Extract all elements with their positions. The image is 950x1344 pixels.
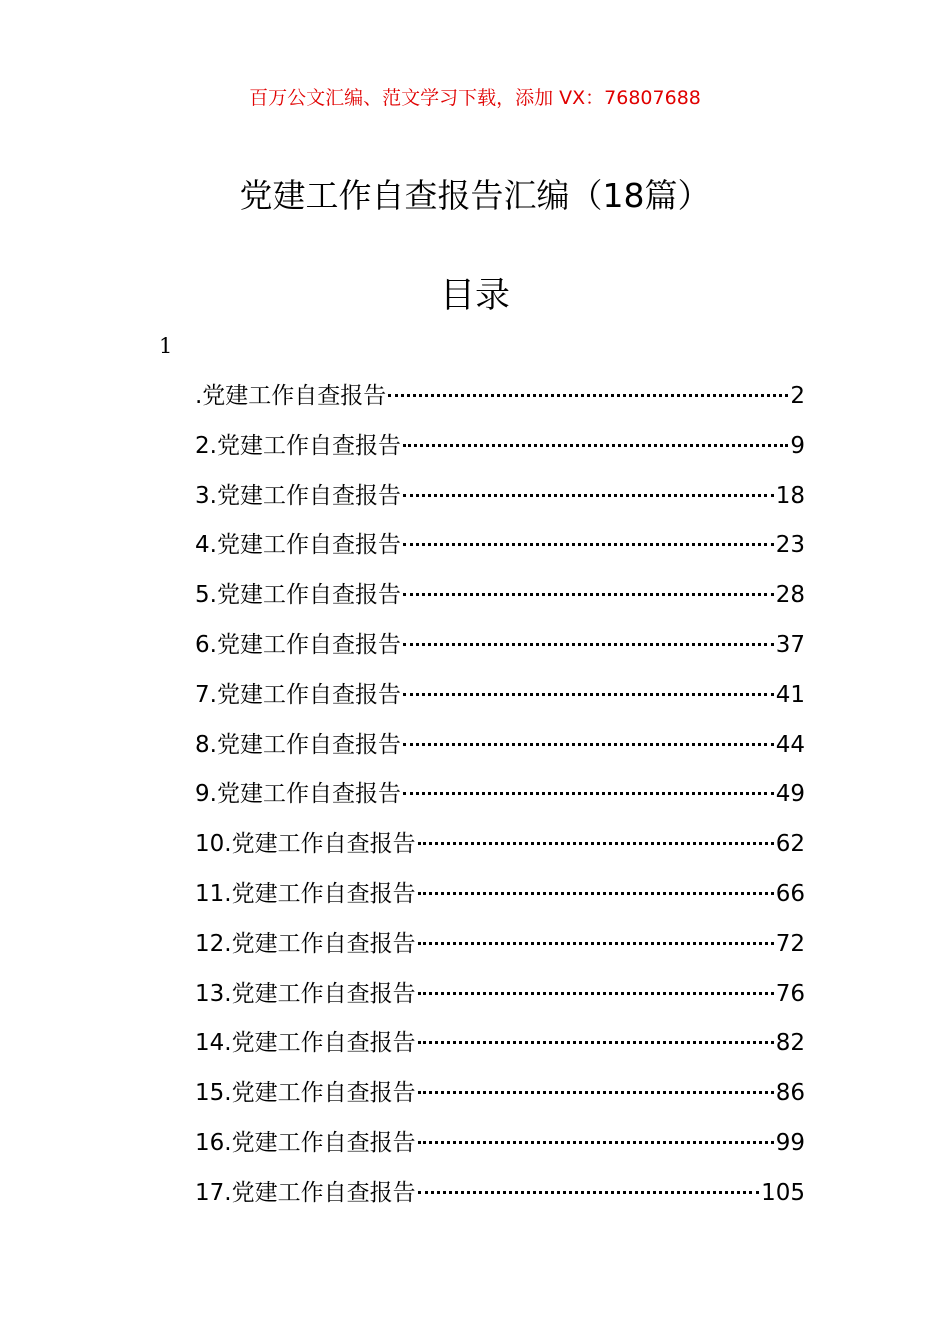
toc-leader	[418, 1091, 774, 1094]
toc-leader	[403, 444, 788, 447]
toc-entry-page: 9	[790, 432, 805, 459]
stray-number: 1	[159, 334, 173, 358]
toc-entry[interactable]	[195, 673, 805, 723]
toc-entry-label: 12.党建工作自查报告	[195, 930, 416, 957]
toc-entry[interactable]	[195, 872, 805, 922]
toc-entry-label: 6.党建工作自查报告	[195, 631, 401, 658]
toc-entry-page: 28	[775, 582, 805, 609]
toc-entry-label: .党建工作自查报告	[195, 383, 387, 409]
toc-entry-page: 18	[775, 482, 805, 509]
toc-entry[interactable]	[195, 972, 805, 1022]
toc-entry-page: 72	[775, 930, 805, 957]
toc-entry-label: 11.党建工作自查报告	[195, 880, 416, 907]
toc-entry-page: 23	[775, 532, 805, 559]
toc-entry[interactable]	[195, 374, 805, 424]
toc-entry[interactable]	[195, 822, 805, 872]
toc-entry[interactable]	[195, 474, 805, 524]
toc-entry-page: 49	[775, 781, 805, 808]
toc-leader	[403, 792, 774, 795]
toc-entry-page: 2	[790, 383, 805, 409]
toc-leader	[418, 842, 774, 845]
toc-entry-label: 15.党建工作自查报告	[195, 1080, 416, 1107]
toc-entry-label: 14.党建工作自查报告	[195, 1030, 416, 1057]
toc-entry[interactable]	[195, 1071, 805, 1121]
toc-leader	[418, 992, 774, 995]
toc-entry-label: 8.党建工作自查报告	[195, 731, 401, 758]
toc-entry[interactable]	[195, 523, 805, 573]
document-title: 党建工作自查报告汇编（18篇）	[239, 176, 711, 215]
header-note: 百万公文汇编、范文学习下载，添加 VX：76807688	[249, 87, 701, 109]
toc-entry[interactable]	[195, 723, 805, 773]
toc-entry[interactable]	[195, 424, 805, 474]
toc-entry[interactable]	[195, 1021, 805, 1071]
toc-entry-page: 76	[775, 980, 805, 1007]
toc-entry-label: 7.党建工作自查报告	[195, 681, 401, 708]
toc-entry-page: 44	[775, 731, 805, 758]
toc-entry-page: 105	[761, 1179, 805, 1206]
toc-entry[interactable]	[195, 772, 805, 822]
toc-leader	[403, 693, 774, 696]
toc-list	[195, 374, 805, 1221]
toc-entry-page: 66	[775, 880, 805, 907]
toc-entry[interactable]	[195, 922, 805, 972]
toc-leader	[418, 892, 774, 895]
toc-leader	[418, 1041, 774, 1044]
toc-entry-label: 13.党建工作自查报告	[195, 980, 416, 1007]
toc-entry-label: 2.党建工作自查报告	[195, 432, 401, 459]
toc-entry-page: 37	[775, 631, 805, 658]
toc-heading: 目录	[439, 276, 510, 316]
toc-entry-label: 10.党建工作自查报告	[195, 831, 416, 858]
toc-entry-page: 99	[775, 1129, 805, 1156]
toc-entry-page: 86	[775, 1080, 805, 1107]
toc-entry-label: 5.党建工作自查报告	[195, 582, 401, 609]
toc-entry-page: 41	[775, 681, 805, 708]
toc-entry[interactable]	[195, 573, 805, 623]
toc-entry-label: 17.党建工作自查报告	[195, 1179, 416, 1206]
toc-entry-label: 9.党建工作自查报告	[195, 781, 401, 808]
toc-entry-page: 82	[775, 1030, 805, 1057]
toc-leader	[403, 643, 774, 646]
toc-entry[interactable]	[195, 623, 805, 673]
toc-leader	[403, 543, 774, 546]
toc-entry-label: 3.党建工作自查报告	[195, 482, 401, 509]
toc-leader	[403, 494, 774, 497]
toc-entry-label: 4.党建工作自查报告	[195, 532, 401, 559]
toc-entry-page: 62	[775, 831, 805, 858]
toc-leader	[418, 1141, 774, 1144]
toc-leader	[418, 1191, 760, 1194]
toc-leader	[388, 394, 788, 397]
toc-leader	[418, 942, 774, 945]
toc-entry[interactable]	[195, 1121, 805, 1171]
toc-leader	[403, 743, 774, 746]
toc-entry[interactable]	[195, 1171, 805, 1221]
toc-leader	[403, 593, 774, 596]
toc-entry-label: 16.党建工作自查报告	[195, 1129, 416, 1156]
